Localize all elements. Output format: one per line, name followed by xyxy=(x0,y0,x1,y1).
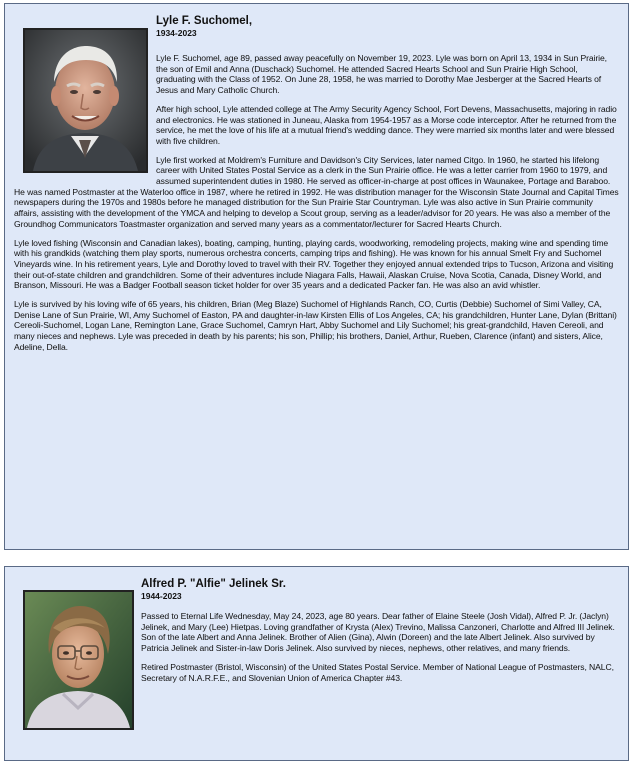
life-years: 1944-2023 xyxy=(141,591,182,601)
portrait-image xyxy=(25,30,146,171)
obituary-paragraph: Lyle is survived by his loving wife of 65 years, his children, Brian (Meg Blaze) Suchomel of Highlands Ranch, CO, Curtis (Debbie) Suchomel of Simi Valley, CA, Denise Lane of Sun Prairie, WI, Amy Suchomel of Easton, PA and daughter-in-law Kirsten Ellis of Los Angeles, CA; his grandchildren, Hunter Lane, Dylan (Brittani) Cereoli-Suchomel, Logan Lane, Remington Lane, Grace Suchomel, Camryn Hart, Abby Suchomel and Lily Suchomel; his great-grandchild, Haven Cereoli, and many nieces and nephews. Lyle was preceded in death by his parents; his son, Phillip; his brothers, Daniel, Arthur, Rueben, Clarence (infant) and sisters, Alice, Adeline, Della. xyxy=(14,299,617,352)
obituary-alfred-jelinek xyxy=(4,566,629,761)
deceased-name: Alfred P. "Alfie" Jelinek Sr. xyxy=(141,578,286,590)
obituary-paragraph: After high school, Lyle attended college at The Army Security Agency School, Fort Devens, Massachusetts, majoring in radio and electronics. He was stationed in Juneau, Alaska from 1954-1957 as a Morse code interceptor. After he returned from the service, he met the love of his life at a mutual friend's wedding dance. They were married six months later and were blessed with five children. xyxy=(156,103,617,146)
obituary-paragraph: Passed to Eternal Life Wednesday, May 24, 2023, age 80 years. Dear father of Elaine Steele (Josh Vidal), Alfred P. Jr. (Jaclyn) Jelinek, and Mary (Lee) Hietpas. Loving grandfather of Krysta (Alex) Trevino, Malissa Canzoneri, Charlotte and Alfred III Jelinek. Son of the late Albert and Anna Jelinek. Brother of Alien (Gina), Alwin (Doreen) and the late Albert Jelinek. Also survived by Patricia Jelinek and Sister-in-law Doris Jelinek. Also survived by nieces, nephews, other relatives, and many friends. xyxy=(141,611,615,654)
obituary-paragraph: Retired Postmaster (Bristol, Wisconsin) of the United States Postal Service. Member of National League of Postmasters, NALC, Secretary of N.A.R.F.E., and Slovenian Union of America Chapter #43. xyxy=(141,661,614,683)
obituary-paragraph: Lyle first worked at Moldrem's Furniture and Davidson's City Services, later named Citgo. In 1960, he started his lifelong career with United States Postal Service as a clerk in the Sun Prairie office. He was a letter carrier from 1960 to 1979, and assumed superintendent duties in 1980. He served as officer-in-charge at post offices in Waunakee, Portage and Baraboo. He was named Postmaster at the Waterloo office in 1987, where he retired in 1992. He was distribution manager for the Wisconsin State Journal and Capital Times newspapers during the 1970s and 1980s before he managed distribution for the Sun Prairie Star Countryman. Lyle was also active in Sun Prairie community affairs, assisting with the development of the YMCA and helping to develop a Scout group, serving as a leader/advisor for 20 years. He was also a member of the Groundhog Communicators Toastmaster organization and served many years as a commentator/lecturer for Sacred Hearts Church. xyxy=(14,154,619,229)
obituary-content xyxy=(5,4,628,353)
obituary-content xyxy=(5,567,628,683)
obituary-lyle-suchomel xyxy=(4,3,629,550)
obituary-paragraph: Lyle F. Suchomel, age 89, passed away peacefully on November 19, 2023. Lyle was born on April 13, 1934 in Sun Prairie, the son of Emil and Anna (Duschack) Suchomel. He attended Sacred Hearts School and Sun Prairie High School, graduating with the Class of 1952. On June 28, 1958, he was married to Dorothy Mae Jesberger at the Sacred Hearts of Jesus and Mary Catholic Church. xyxy=(156,53,607,96)
portrait-image xyxy=(25,592,132,728)
portrait-photo-alfred xyxy=(23,590,134,730)
obituary-paragraph: Lyle loved fishing (Wisconsin and Canadian lakes), boating, camping, hunting, playing cards, woodworking, remodeling projects, making wine and spending time with his grandkids (watching them play sports, numerous orchestra concerts, camping trips and fishing). He was known for his annual Smelt Fry and Suchomel Vineyards wine. In his retirement years, Lyle and Dorothy loved to travel with their RV. Together they enjoyed annual extended trips to Tucson, Arizona and visiting their out-of-state children and grandchildren. Some of their adventures include Niagara Falls, Hawaii, Alaskan Cruise, Nova Scotia, Canada, Disney World, and Branson, Missouri. He was a Badger Football season ticket holder for over 35 years and a dedicated Packer fan. He was also an avid whistler. xyxy=(14,237,614,291)
life-years: 1934-2023 xyxy=(156,28,197,38)
portrait-photo-lyle xyxy=(23,28,148,173)
deceased-name: Lyle F. Suchomel, xyxy=(156,15,253,27)
